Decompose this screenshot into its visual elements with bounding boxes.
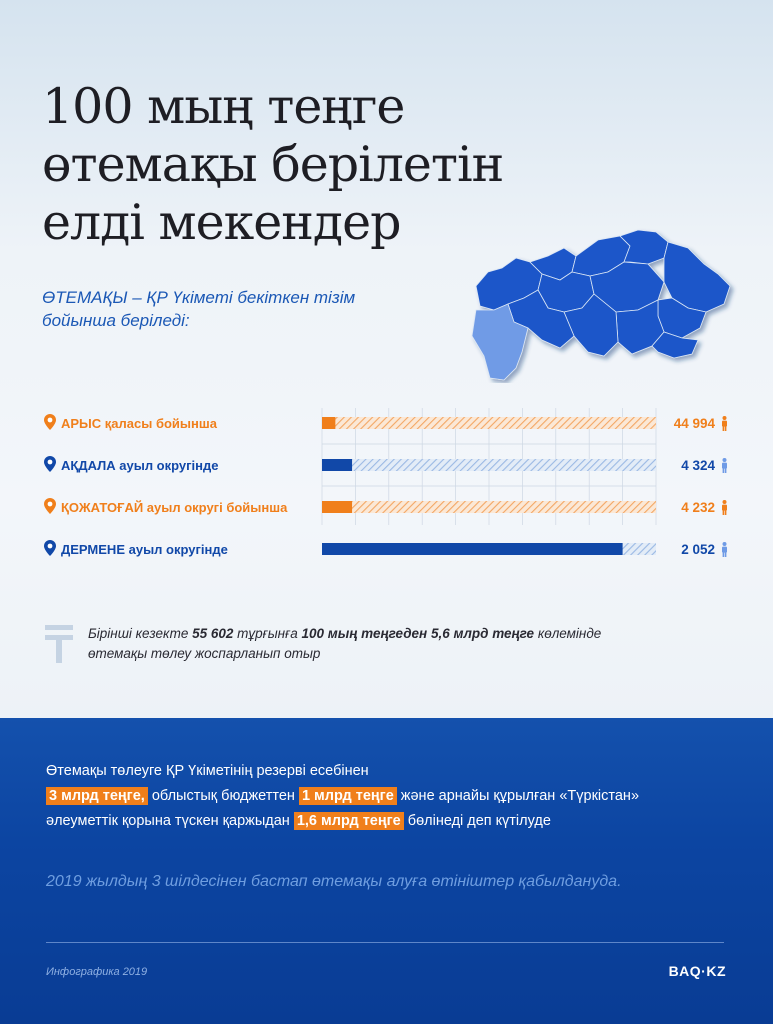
bar-row — [44, 498, 727, 515]
divider — [46, 942, 724, 943]
location-pin-icon — [44, 456, 56, 472]
note-bold: 100 мың теңгеден 5,6 млрд теңге — [301, 626, 535, 641]
bar-track — [322, 417, 656, 429]
highlight-amount: 1,6 млрд теңге — [294, 812, 404, 830]
bar-chart — [0, 400, 773, 570]
location-pin-icon — [44, 498, 56, 514]
highlight-amount: 1 млрд теңге — [299, 787, 397, 805]
funding-line: Өтемақы төлеуге ҚР Үкіметінің резерві есебінен — [46, 763, 369, 779]
bar-category-label: АҚДАЛА ауыл округінде — [61, 458, 219, 473]
bar-value-label: 44 994 — [673, 416, 715, 431]
page-title — [42, 78, 562, 252]
location-pin-icon — [44, 414, 56, 430]
funding-text — [46, 760, 726, 832]
funding-panel — [0, 718, 773, 1024]
location-pin-icon — [44, 540, 56, 556]
bar — [322, 501, 352, 513]
subtitle-line: бойынша беріледі: — [42, 311, 190, 330]
brand-logo: BAQ·KZ — [668, 963, 726, 979]
bar-category-label: ҚОЖАТОҒАЙ ауыл округі бойынша — [61, 500, 288, 515]
bar-value-label: 2 052 — [681, 542, 715, 557]
planned-compensation-note — [88, 624, 728, 664]
bar — [322, 543, 623, 555]
funding-line: және арнайы құрылған «Түркістан» — [396, 788, 640, 804]
bar-category-label: ДЕРМЕНЕ ауыл округінде — [61, 542, 228, 557]
note-bold: 55 602 — [192, 626, 234, 641]
bar-category-label: АРЫС қаласы бойынша — [61, 416, 217, 431]
note-text: өтемақы төлеу жоспарланып отыр — [88, 646, 321, 661]
person-icon — [722, 500, 727, 515]
bar-track — [322, 459, 656, 471]
tenge-icon — [44, 624, 74, 664]
bar-value-label: 4 324 — [681, 458, 715, 473]
bar-value-label: 4 232 — [681, 500, 715, 515]
funding-line: бөлінеді деп күтілуде — [403, 813, 551, 829]
title-line: елді мекендер — [42, 194, 401, 251]
note-text: көлемінде — [534, 626, 602, 641]
bar-row — [44, 456, 727, 473]
bar-row — [44, 540, 727, 557]
bar-row — [44, 414, 727, 431]
bar — [322, 459, 352, 471]
note-text: тұрғынға — [233, 626, 302, 641]
person-icon — [722, 458, 727, 473]
funding-line: облыстық бюджеттен — [147, 788, 299, 804]
subtitle-line: ӨТЕМАҚЫ – ҚР Үкіметі бекіткен тізім — [42, 288, 356, 307]
highlight-amount: 3 млрд теңге, — [46, 787, 148, 805]
subtitle — [42, 286, 372, 332]
bar — [322, 417, 335, 429]
application-date-note: 2019 жылдың 3 шілдесінен бастап өтемақы алуға өтініштер қабылдануда. — [46, 873, 622, 890]
title-line: өтемақы берілетін — [42, 136, 504, 193]
infographic-credit: Инфографика 2019 — [46, 966, 148, 978]
title-line: 100 мың теңге — [42, 78, 405, 135]
person-icon — [722, 542, 727, 557]
note-text: Бірінші кезекте — [88, 626, 193, 641]
kazakhstan-map — [468, 228, 740, 383]
person-icon — [722, 416, 727, 431]
funding-line: әлеуметтік қорына түскен қаржыдан — [46, 813, 294, 829]
bar-track — [322, 501, 656, 513]
